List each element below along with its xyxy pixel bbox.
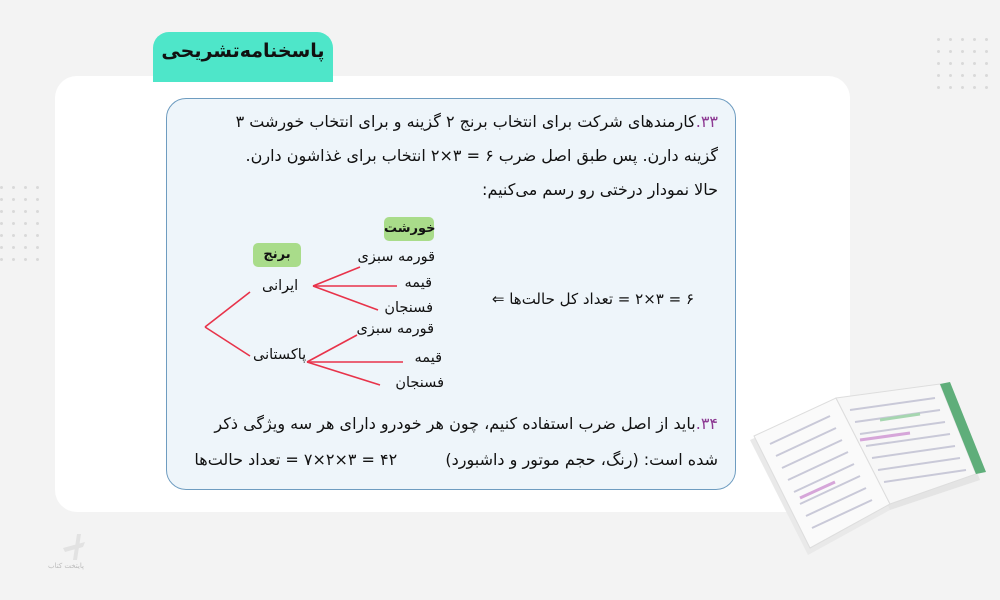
open-book-illustration [740, 380, 995, 565]
tree-branch-pakistani-3 [307, 362, 380, 385]
q33-line-2: گزینه دارن. پس طبق اصل ضرب ۶ = ۳×۲ انتخاب برای غذاشون دارن. [245, 146, 718, 165]
stew-option: قورمه سبزی [357, 249, 435, 265]
stew-option: قورمه سبزی [356, 321, 434, 337]
rice-option-iranian: ایرانی [262, 278, 299, 294]
tree-branch-root-pakistani [205, 327, 250, 356]
q34-equation: ۴۲ = ۳×۲×۷ = تعداد حالت‌ها [194, 450, 398, 469]
rice-option-pakistani: پاکستانی [253, 347, 307, 363]
total-cases-equation [492, 290, 694, 308]
tree-branch-root-iranian [205, 292, 250, 327]
rice-header-badge: برنج [253, 243, 301, 267]
q33-number: ۳۳. [695, 112, 718, 131]
q34-line-2 [194, 450, 718, 469]
q34-number: ۳۴. [695, 414, 718, 433]
tab-label: پاسخنامه‌تشریحی [161, 40, 325, 62]
total-cases-text: ۶ = ۳×۲ = تعداد کل حالت‌ها [509, 290, 694, 308]
tree-branch-iranian-1 [313, 267, 360, 286]
stew-option: فسنجان [395, 375, 444, 391]
tree-branch-iranian-3 [313, 286, 378, 310]
implies-arrow-icon: ⇐ [491, 290, 505, 308]
stew-option: قیمه [414, 350, 442, 366]
stew-option: فسنجان [384, 300, 433, 316]
stew-option: قیمه [404, 275, 432, 291]
q33-line-3: حالا نمودار درختی رو رسم می‌کنیم: [482, 180, 718, 199]
tree-branch-pakistani-1 [307, 335, 357, 362]
q34-line-1 [214, 414, 718, 433]
q33-text-1: کارمندهای شرکت برای انتخاب برنج ۲ گزینه و برای انتخاب خورشت ۳ [235, 112, 696, 131]
q34-text-2: شده است: (رنگ، حجم موتور و داشبورد) [445, 450, 718, 469]
q34-text-1: باید از اصل ضرب استفاده کنیم، چون هر خودرو دارای هر سه ویژگی ذکر [214, 414, 696, 433]
stew-header-badge: خورشت [384, 217, 434, 241]
logo-text: پایتخت کتاب [48, 562, 84, 570]
